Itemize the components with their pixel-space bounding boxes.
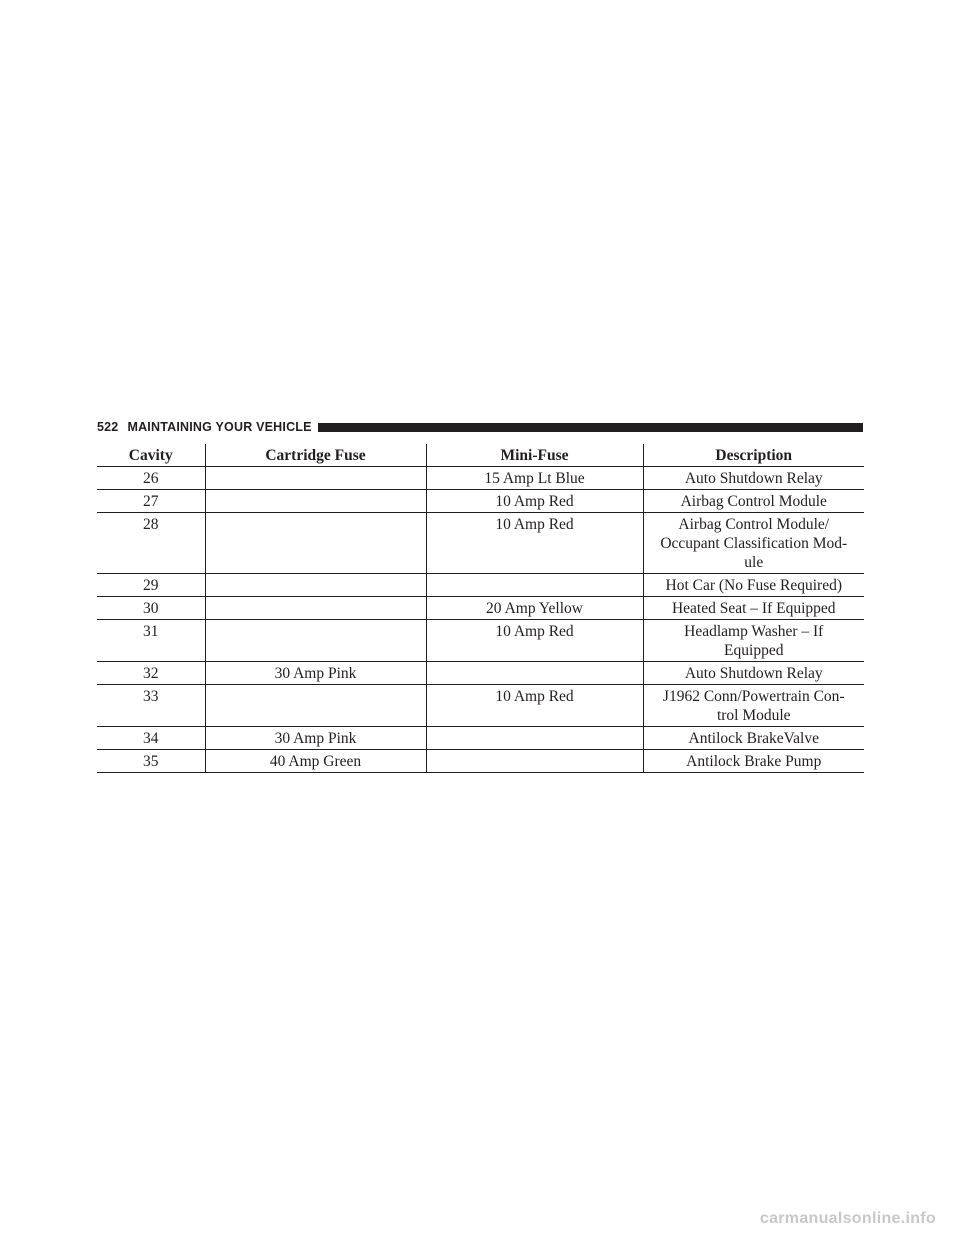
table-body xyxy=(97,467,864,773)
cell-cartridge-fuse: 40 Amp Green xyxy=(205,750,426,773)
cell-cartridge-fuse xyxy=(205,574,426,597)
table-row xyxy=(97,597,864,620)
cell-description: Antilock Brake Pump xyxy=(643,750,864,773)
cell-cartridge-fuse: 30 Amp Pink xyxy=(205,727,426,750)
cell-cavity: 31 xyxy=(97,620,205,662)
cell-description: Hot Car (No Fuse Required) xyxy=(643,574,864,597)
header-rule xyxy=(318,423,863,432)
table-row xyxy=(97,513,864,574)
table-row xyxy=(97,750,864,773)
cell-mini-fuse xyxy=(426,727,643,750)
cell-cavity: 32 xyxy=(97,662,205,685)
table-row xyxy=(97,574,864,597)
table-header-row xyxy=(97,444,864,467)
cell-description: Auto Shutdown Relay xyxy=(643,662,864,685)
cell-cavity: 34 xyxy=(97,727,205,750)
cell-cavity: 30 xyxy=(97,597,205,620)
cell-cavity: 26 xyxy=(97,467,205,490)
cell-cavity: 35 xyxy=(97,750,205,773)
cell-cartridge-fuse xyxy=(205,467,426,490)
table-row xyxy=(97,490,864,513)
cell-description: Antilock BrakeValve xyxy=(643,727,864,750)
column-header-mini-fuse: Mini-Fuse xyxy=(426,444,643,467)
cell-mini-fuse: 10 Amp Red xyxy=(426,490,643,513)
cell-mini-fuse xyxy=(426,662,643,685)
cell-description: Headlamp Washer – If Equipped xyxy=(643,620,864,662)
table-row xyxy=(97,467,864,490)
cell-cavity: 29 xyxy=(97,574,205,597)
cell-cartridge-fuse xyxy=(205,490,426,513)
cell-description: J1962 Conn/Powertrain Con- trol Module xyxy=(643,685,864,727)
fuse-table xyxy=(97,444,864,773)
cell-cartridge-fuse xyxy=(205,513,426,574)
cell-cavity: 33 xyxy=(97,685,205,727)
table-row xyxy=(97,620,864,662)
cell-cartridge-fuse xyxy=(205,620,426,662)
cell-cavity: 28 xyxy=(97,513,205,574)
table-row xyxy=(97,662,864,685)
cell-description: Heated Seat – If Equipped xyxy=(643,597,864,620)
column-header-cartridge-fuse: Cartridge Fuse xyxy=(205,444,426,467)
table-row xyxy=(97,685,864,727)
cell-description: Airbag Control Module xyxy=(643,490,864,513)
cell-mini-fuse: 15 Amp Lt Blue xyxy=(426,467,643,490)
column-header-description: Description xyxy=(643,444,864,467)
cell-cavity: 27 xyxy=(97,490,205,513)
cell-mini-fuse xyxy=(426,574,643,597)
page-number: 522 xyxy=(97,420,119,434)
cell-cartridge-fuse xyxy=(205,685,426,727)
cell-mini-fuse: 20 Amp Yellow xyxy=(426,597,643,620)
cell-description: Auto Shutdown Relay xyxy=(643,467,864,490)
page-header xyxy=(97,418,863,436)
cell-mini-fuse xyxy=(426,750,643,773)
cell-mini-fuse: 10 Amp Red xyxy=(426,685,643,727)
cell-description: Airbag Control Module/ Occupant Classification Mod- ule xyxy=(643,513,864,574)
column-header-cavity: Cavity xyxy=(97,444,205,467)
cell-mini-fuse: 10 Amp Red xyxy=(426,513,643,574)
section-title: MAINTAINING YOUR VEHICLE xyxy=(127,420,312,434)
cell-mini-fuse: 10 Amp Red xyxy=(426,620,643,662)
watermark-text: carmanualsonline.info xyxy=(759,1210,936,1227)
cell-cartridge-fuse: 30 Amp Pink xyxy=(205,662,426,685)
cell-cartridge-fuse xyxy=(205,597,426,620)
table-row xyxy=(97,727,864,750)
